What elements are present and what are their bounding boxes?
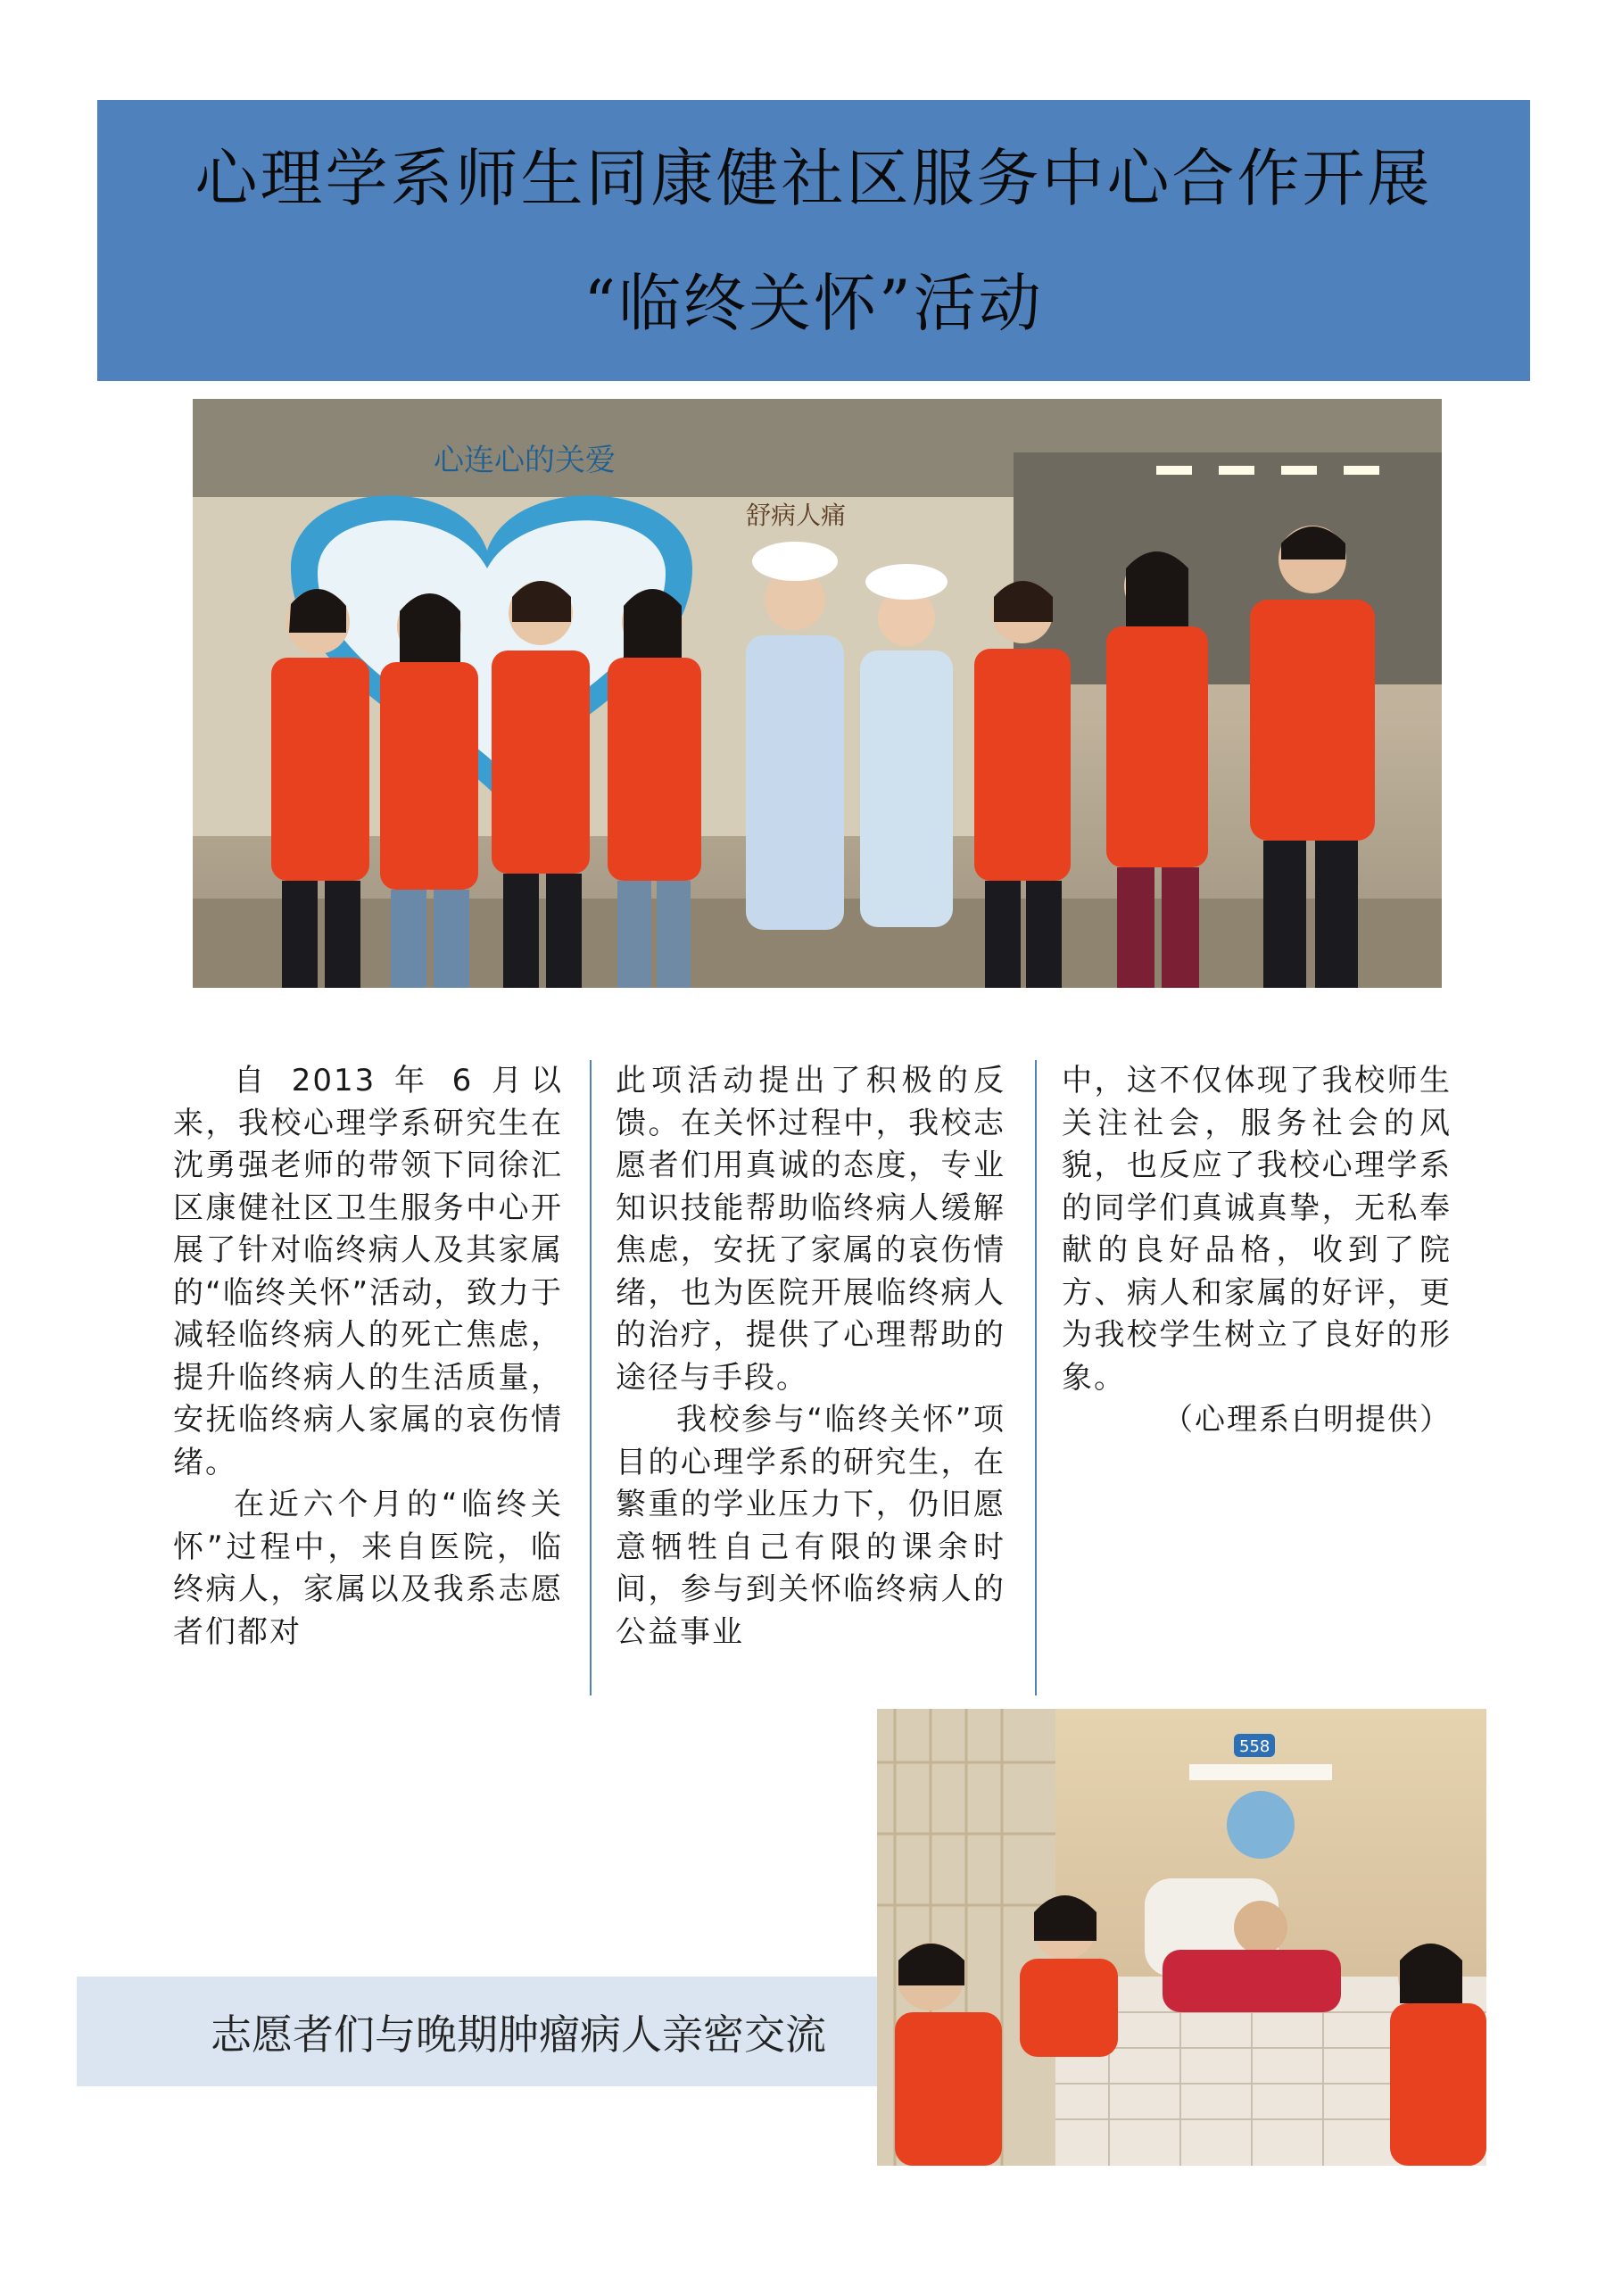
wall-sign-text: 舒病人痛 (746, 501, 847, 530)
article-credit: （心理系白明提供） (1163, 1402, 1452, 1438)
article-paragraph: 此项活动提出了积极的反馈。在关怀过程中，我校志愿者们用真诚的态度，专业知识技能帮助临终病人缓解焦虑，安抚了家属的哀伤情绪，也为医院开展临终病人的治疗，提供了心理帮助的途径与手段。 (616, 1063, 1005, 1396)
article-paragraph: 自 2013 年 6 月以来，我校心理学系研究生在沈勇强老师的带领下同徐汇区康健社区卫生服务中心开展了针对临终病人及其家属的“临终关怀”活动，致力于减轻临终病人的死亡焦虑，提升临终病人的生活质量，安抚临终病人家属的哀伤情绪。 (173, 1063, 563, 1480)
column-divider (1035, 1060, 1037, 1695)
article-column-1 (173, 1060, 563, 1698)
article-paragraph: 在近六个月的“临终关怀”过程中，来自医院，临终病人，家属以及我系志愿者们都对 (173, 1487, 563, 1650)
poster-text: 心连心的关爱 (434, 443, 616, 478)
photo-caption: 志愿者们与晚期肿瘤病人亲密交流 (211, 2010, 826, 2059)
room-number: 558 (1239, 1737, 1270, 1756)
ward-photo (877, 1709, 1486, 2166)
article-column-2 (616, 1060, 1005, 1698)
title-line-2: “临终关怀”活动 (583, 266, 1044, 340)
article-paragraph: 中，这不仅体现了我校师生关注社会，服务社会的风貌，也反应了我校心理学系的同学们真诚真挚，无私奉献的良好品格，收到了院方、病人和家属的好评，更为我校学生树立了良好的形象。 (1062, 1063, 1452, 1396)
article-paragraph: 我校参与“临终关怀”项目的心理学系的研究生，在繁重的学业压力下，仍旧愿意牺牲自己有限的课余时间，参与到关怀临终病人的公益事业 (616, 1402, 1005, 1650)
group-photo (193, 399, 1442, 988)
title-banner (97, 100, 1530, 381)
photo-caption-box (77, 1977, 877, 2086)
title-line-1: 心理学系师生同康健社区服务中心合作开展 (194, 141, 1433, 215)
article-column-3 (1062, 1060, 1452, 1698)
column-divider (590, 1060, 592, 1695)
